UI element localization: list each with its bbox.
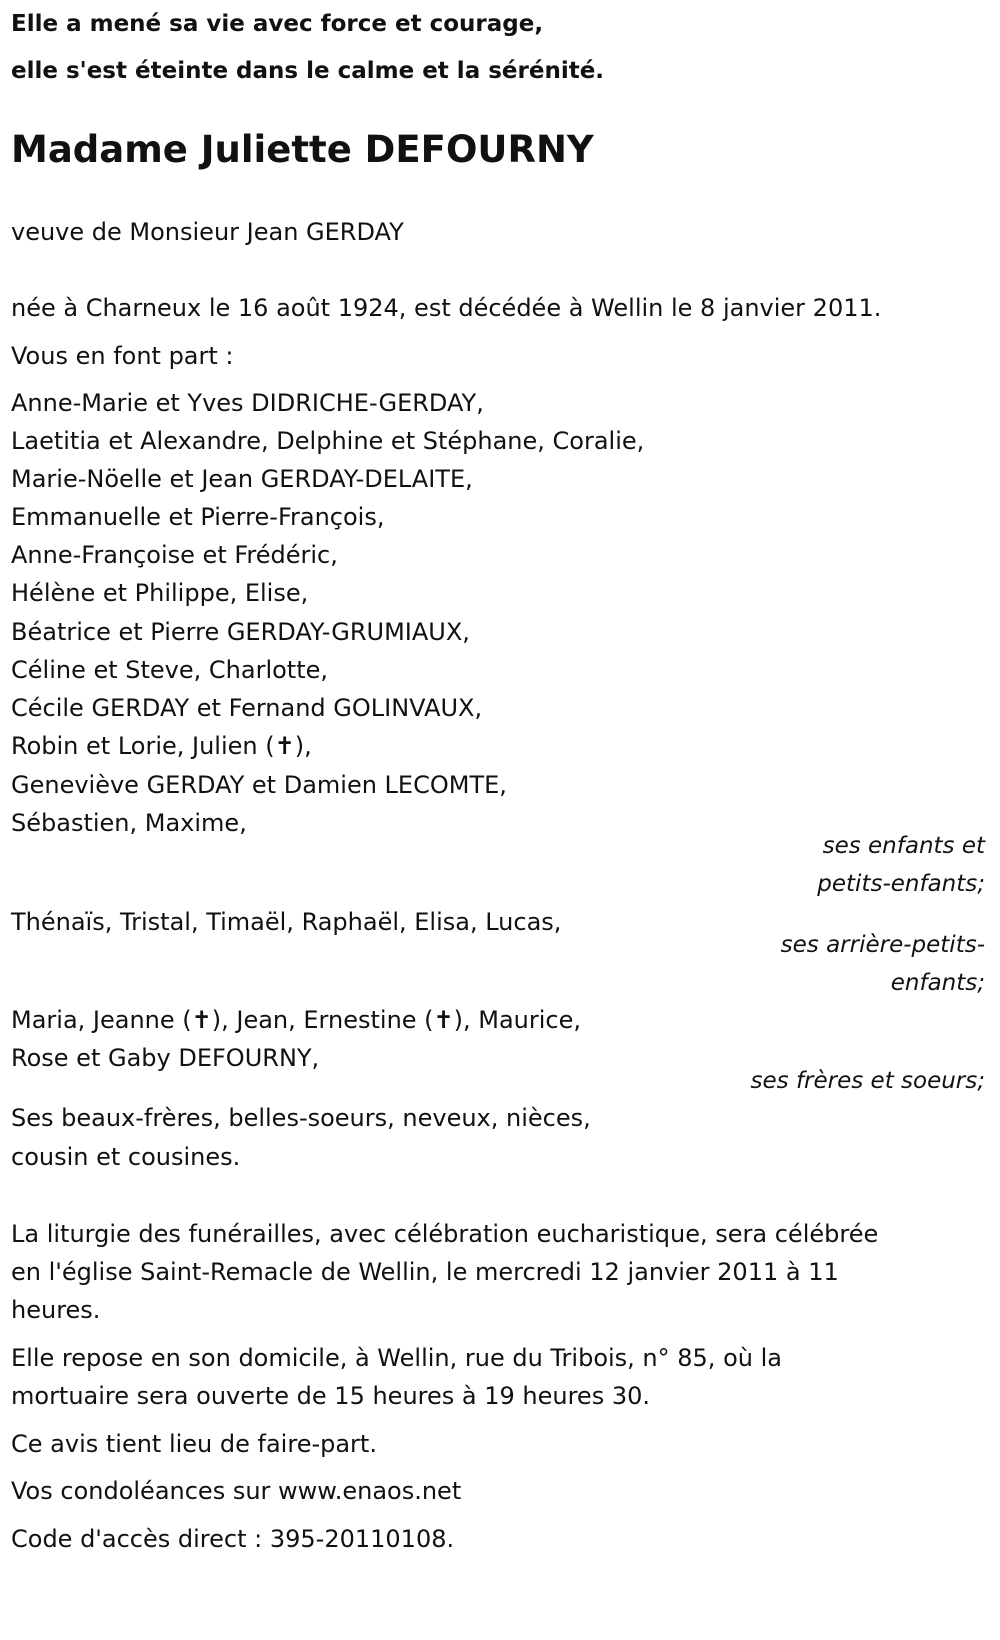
- children-line: Anne-Françoise et Frédéric,: [11, 541, 338, 569]
- deceased-name: Madame Juliette DEFOURNY: [11, 128, 594, 171]
- rest-line: mortuaire sera ouverte de 15 heures à 19 heures 30.: [11, 1382, 650, 1410]
- children-line: Robin et Lorie, Julien (✝),: [11, 732, 312, 760]
- siblings-line: Maria, Jeanne (✝), Jean, Ernestine (✝), Maurice,: [11, 1006, 582, 1034]
- in-laws-line: cousin et cousines.: [11, 1143, 241, 1171]
- great-grandchildren-relation-label: enfants;: [890, 970, 985, 996]
- liturgy-line: en l'église Saint-Remacle de Wellin, le mercredi 12 janvier 2011 à 11: [11, 1258, 839, 1286]
- in-laws-line: Ses beaux-frères, belles-soeurs, neveux, nièces,: [11, 1104, 591, 1132]
- notice-line: Ce avis tient lieu de faire-part.: [11, 1430, 377, 1458]
- children-line: Geneviève GERDAY et Damien LECOMTE,: [11, 771, 507, 799]
- children-relation-label: ses enfants et: [822, 833, 985, 859]
- intro-line-1: Elle a mené sa vie avec force et courage,: [11, 11, 544, 37]
- children-line: Céline et Steve, Charlotte,: [11, 656, 329, 684]
- great-grandchildren-relation-label: ses arrière-petits-: [780, 932, 985, 958]
- children-line: Cécile GERDAY et Fernand GOLINVAUX,: [11, 694, 483, 722]
- liturgy-line: heures.: [11, 1296, 101, 1324]
- children-line: Hélène et Philippe, Elise,: [11, 579, 309, 607]
- children-line: Laetitia et Alexandre, Delphine et Stéphane, Coralie,: [11, 427, 645, 455]
- access-code-line: Code d'accès direct : 395-20110108.: [11, 1525, 455, 1553]
- children-line: Béatrice et Pierre GERDAY-GRUMIAUX,: [11, 618, 470, 646]
- children-line: Sébastien, Maxime,: [11, 809, 247, 837]
- birth-death-line: née à Charneux le 16 août 1924, est décédée à Wellin le 8 janvier 2011.: [11, 294, 882, 322]
- announce-line: Vous en font part :: [11, 342, 234, 370]
- rest-line: Elle repose en son domicile, à Wellin, rue du Tribois, n° 85, où la: [11, 1344, 782, 1372]
- intro-line-2: elle s'est éteinte dans le calme et la sérénité.: [11, 58, 605, 84]
- great-grandchildren-line: Thénaïs, Tristal, Timaël, Raphaël, Elisa, Lucas,: [11, 908, 562, 936]
- liturgy-line: La liturgie des funérailles, avec célébration eucharistique, sera célébrée: [11, 1220, 879, 1248]
- spouse-line: veuve de Monsieur Jean GERDAY: [11, 218, 404, 246]
- siblings-relation-label: ses frères et soeurs;: [750, 1068, 985, 1094]
- children-line: Emmanuelle et Pierre-François,: [11, 503, 385, 531]
- children-line: Anne-Marie et Yves DIDRICHE-GERDAY,: [11, 389, 484, 417]
- children-line: Marie-Nöelle et Jean GERDAY-DELAITE,: [11, 465, 473, 493]
- children-relation-label: petits-enfants;: [817, 871, 985, 897]
- siblings-line: Rose et Gaby DEFOURNY,: [11, 1044, 320, 1072]
- condolences-line: Vos condoléances sur www.enaos.net: [11, 1477, 462, 1505]
